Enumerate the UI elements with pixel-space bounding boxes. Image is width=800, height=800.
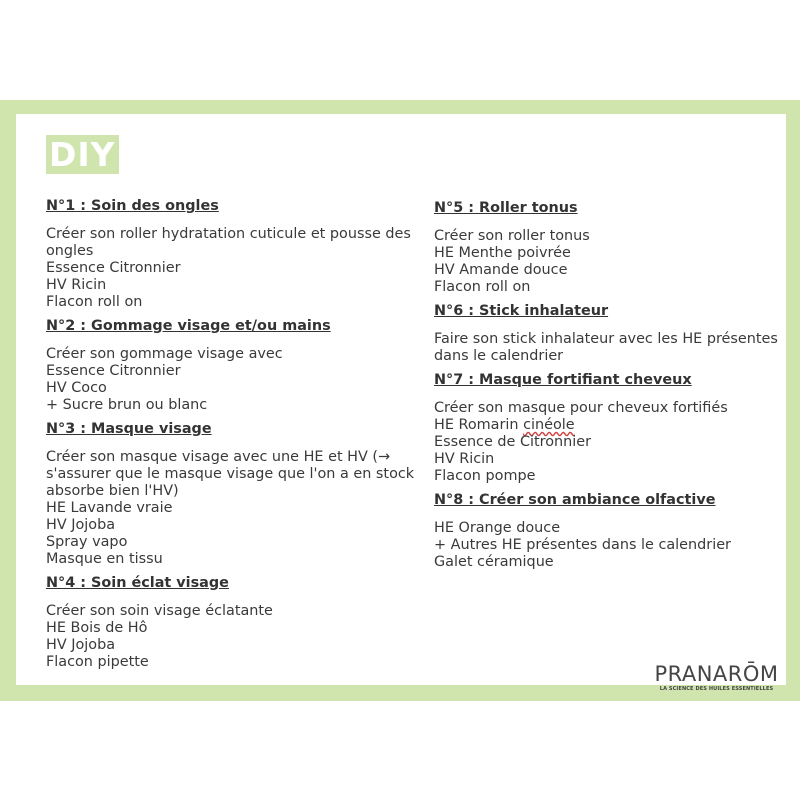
diy-title: DIY — [46, 135, 119, 174]
recipe-7 — [434, 372, 779, 485]
recipe-line: HV Coco — [46, 380, 107, 396]
recipe-heading: N°5 : Roller tonus — [434, 200, 578, 216]
recipe-line: HV Ricin — [46, 277, 107, 293]
recipe-line: HV Ricin — [434, 451, 495, 467]
recipe-6 — [434, 303, 779, 365]
recipe-line: HE Lavande vraie — [46, 500, 173, 516]
left-column — [46, 198, 416, 678]
recipe-line: HV Amande douce — [434, 262, 568, 278]
recipe-line: Flacon pompe — [434, 468, 536, 484]
recipe-5 — [434, 200, 779, 296]
recipe-line: Flacon roll on — [46, 294, 143, 310]
logo-tagline: LA SCIENCE DES HUILES ESSENTIELLES — [659, 686, 774, 692]
recipe-heading: N°2 : Gommage visage et/ou mains — [46, 318, 331, 334]
recipe-4 — [46, 575, 416, 671]
recipe-line: + Autres HE présentes dans le calendrier — [434, 537, 731, 553]
logo-name: PRANARŌM — [654, 662, 779, 686]
recipe-line: Créer son masque pour cheveux fortifiés — [434, 400, 728, 416]
recipe-1 — [46, 198, 416, 311]
right-column — [434, 200, 779, 578]
recipe-line: Créer son roller hydratation cuticule et pousse des ongles — [46, 226, 411, 259]
diy-card — [16, 114, 786, 692]
recipe-heading: N°6 : Stick inhalateur — [434, 303, 609, 319]
recipe-line: HE Bois de Hô — [46, 620, 148, 636]
recipe-line: Essence Citronnier — [46, 363, 181, 379]
spellcheck-word: cinéole — [523, 417, 575, 433]
recipe-heading: N°4 : Soin éclat visage — [46, 575, 229, 591]
recipe-line: + Sucre brun ou blanc — [46, 397, 208, 413]
recipe-8 — [434, 492, 779, 571]
recipe-line: Faire son stick inhalateur avec les HE présentes dans le calendrier — [434, 331, 778, 364]
recipe-line: Galet céramique — [434, 554, 554, 570]
pranarom-logo — [649, 663, 784, 693]
recipe-line: HE Orange douce — [434, 520, 561, 536]
recipe-2 — [46, 318, 416, 414]
recipe-heading: N°8 : Créer son ambiance olfactive — [434, 492, 716, 508]
recipe-heading: N°1 : Soin des ongles — [46, 198, 219, 214]
recipe-line: HE Romarin cinéole — [434, 417, 575, 433]
green-frame — [0, 100, 800, 701]
recipe-line: Créer son masque visage avec une HE et HV (→ s'assurer que le masque visage que l'on a en stock absorbe bien l'HV) — [46, 449, 415, 499]
recipe-line: Créer son gommage visage avec — [46, 346, 283, 362]
recipe-line: Spray vapo — [46, 534, 128, 550]
recipe-line: HV Jojoba — [46, 637, 116, 653]
recipe-line: Flacon pipette — [46, 654, 149, 670]
recipe-line: Flacon roll on — [434, 279, 531, 295]
recipe-line: Essence de Citronnier — [434, 434, 592, 450]
recipe-3 — [46, 421, 416, 568]
recipe-heading: N°3 : Masque visage — [46, 421, 212, 437]
recipe-line: Essence Citronnier — [46, 260, 181, 276]
recipe-line: Créer son soin visage éclatante — [46, 603, 273, 619]
recipe-heading: N°7 : Masque fortifiant cheveux — [434, 372, 692, 388]
recipe-line: HE Menthe poivrée — [434, 245, 571, 261]
recipe-line: Créer son roller tonus — [434, 228, 590, 244]
recipe-line: HV Jojoba — [46, 517, 116, 533]
recipe-line: Masque en tissu — [46, 551, 163, 567]
